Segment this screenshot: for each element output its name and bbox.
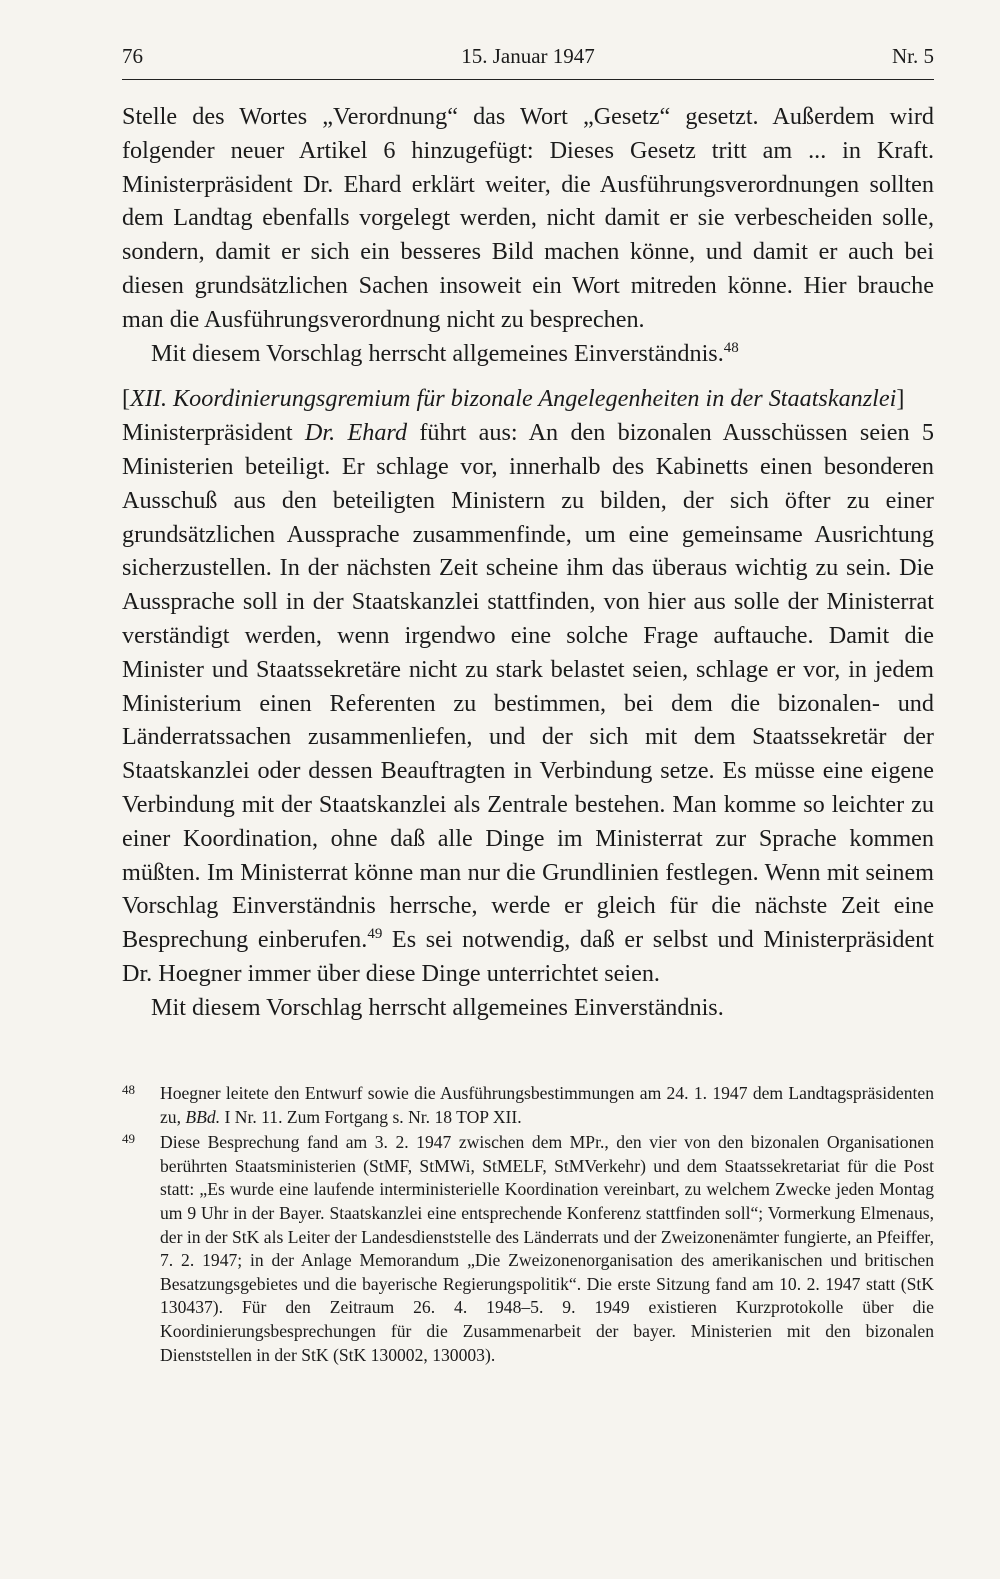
footnote-number: 49 bbox=[122, 1131, 135, 1147]
bracket-open: [ bbox=[122, 385, 131, 413]
footnote-text: Hoegner leitete den Entwurf sowie die Ausführungsbestimmungen am 24. 1. 1947 dem Landtagspräsidenten zu, bbox=[160, 1083, 934, 1127]
footnote-49 bbox=[122, 1131, 934, 1367]
paragraph-agreement-1 bbox=[122, 337, 934, 371]
footnote-ref-48[interactable]: 48 bbox=[723, 339, 739, 356]
paragraph-ehard-end: Es sei notwendig, daß er selbst und Ministerpräsident Dr. Hoegner immer über diese Dinge unterrichtet seien. bbox=[122, 926, 934, 987]
running-header bbox=[122, 44, 934, 78]
paragraph-ehard bbox=[122, 416, 934, 991]
page-number: 76 bbox=[122, 44, 143, 68]
bracket-close: ] bbox=[896, 385, 905, 413]
paragraph-ehard-start: Ministerpräsident bbox=[122, 419, 305, 447]
main-text bbox=[122, 100, 934, 1025]
footnote-number: 48 bbox=[122, 1082, 135, 1097]
speaker-name: Dr. Ehard bbox=[304, 419, 408, 447]
footnote-citation: BBd. bbox=[185, 1106, 221, 1127]
paragraph-agreement-2: Mit diesem Vorschlag herrscht allgemeines Einverständnis. bbox=[151, 993, 724, 1021]
header-date: 15. Januar 1947 bbox=[461, 44, 595, 68]
paragraph-continuation: Stelle des Wortes „Verordnung“ das Wort „Gesetz“ gesetzt. Außerdem wird folgender neuer Artikel 6 hinzugefügt: Dieses Gesetz tritt am ... in Kraft. Ministerpräsident Dr. Ehard erklärt weiter, die Ausführungsverordnungen sollten dem Landtag ebenfalls vorgelegt werden, nicht damit er sie verbescheiden solle, sondern, damit er sich ein besseres Bild machen könne, und damit er auch bei diesen grundsätzlichen Sachen insoweit ein Wort mitreden könne. Hier brauche man die Ausführungsverordnung nicht zu besprechen. bbox=[122, 103, 934, 333]
footnote-ref-49[interactable]: 49 bbox=[367, 926, 383, 943]
footnote-text: Diese Besprechung fand am 3. 2. 1947 zwischen dem MPr., den vier von den bizonalen Organisationen berührten Staatsministerien (StMF, StMWi, StMELF, StMVerkehr) und dem Staatssekretariat für die Post statt: „Es wurde eine laufende interministerielle Koordination vereinbart, zu welchem Zwecke jeden Montag um 9 Uhr in der Bayer. Staatskanzlei eine entsprechende Konferenz stattfinden soll“; Vormerkung Elmenaus, der in der StK als Leiter der Landesdienststelle des Länderrats und der Zweizonenämter fungierte, an Pfeiffer, 7. 2. 1947; in der Anlage Memorandum „Die Zweizonenorganisation des amerikanischen und britischen Besatzungsgebietes und die bayerische Regierungspolitik“. Die erste Sitzung fand am 10. 2. 1947 statt (StK 130437). Für den Zeitraum 26. 4. 1948–5. 9. 1949 existieren Kurzprotokolle über die Koordinierungsbesprechungen für die Zusammenarbeit der bayer. Ministerien mit den bizonalen Dienststellen in der StK (StK 130002, 130003). bbox=[160, 1132, 934, 1365]
section-heading bbox=[122, 382, 934, 416]
footnote-text-end: I Nr. 11. Zum Fortgang s. Nr. 18 TOP XII. bbox=[220, 1106, 522, 1127]
agreement-text: Mit diesem Vorschlag herrscht allgemeines Einverständnis. bbox=[151, 339, 724, 367]
section-title: XII. Koordinierungsgremium für bizonale Angelegenheiten in der Staatskanzlei bbox=[130, 385, 897, 413]
header-rule bbox=[122, 79, 934, 80]
footnotes bbox=[122, 1082, 934, 1369]
footnote-48 bbox=[122, 1082, 934, 1129]
document-number: Nr. 5 bbox=[892, 44, 934, 68]
paragraph-ehard-body: führt aus: An den bizonalen Ausschüssen seien 5 Ministerien beteiligt. Er schlage vor, innerhalb des Kabinetts einen besonderen Ausschuß aus den beteiligten Ministern zu bilden, der sich öfter zu einer grundsätzlichen Aussprache zusammenfinde, um eine gemeinsame Ausrichtung sicherzustellen. In der nächsten Zeit scheine ihm das überaus wichtig zu sein. Die Aussprache soll in der Staatskanzlei stattfinden, von hier aus solle der Ministerrat verständigt werden, wenn irgendwo eine solche Frage auftauche. Damit die Minister und Staatssekretäre nicht zu stark belastet seien, schlage er vor, in jedem Ministerium einen Referenten zu bestimmen, bei dem die bizonalen- und Länderratssachen zusammenliefen, und der sich mit dem Staatssekretär der Staatskanzlei oder dessen Beauftragten in Verbindung setze. Es müsse eine eigene Verbindung mit der Staatskanzlei als Zentrale bestehen. Man komme so leichter zu einer Koordination, ohne daß alle Dinge im Ministerrat zur Sprache kommen müßten. Im Ministerrat könne man nur die Grundlinien festlegen. Wenn mit seinem Vorschlag Einverständnis herrsche, werde er gleich für die nächste Zeit eine Besprechung einberufen. bbox=[122, 419, 934, 954]
